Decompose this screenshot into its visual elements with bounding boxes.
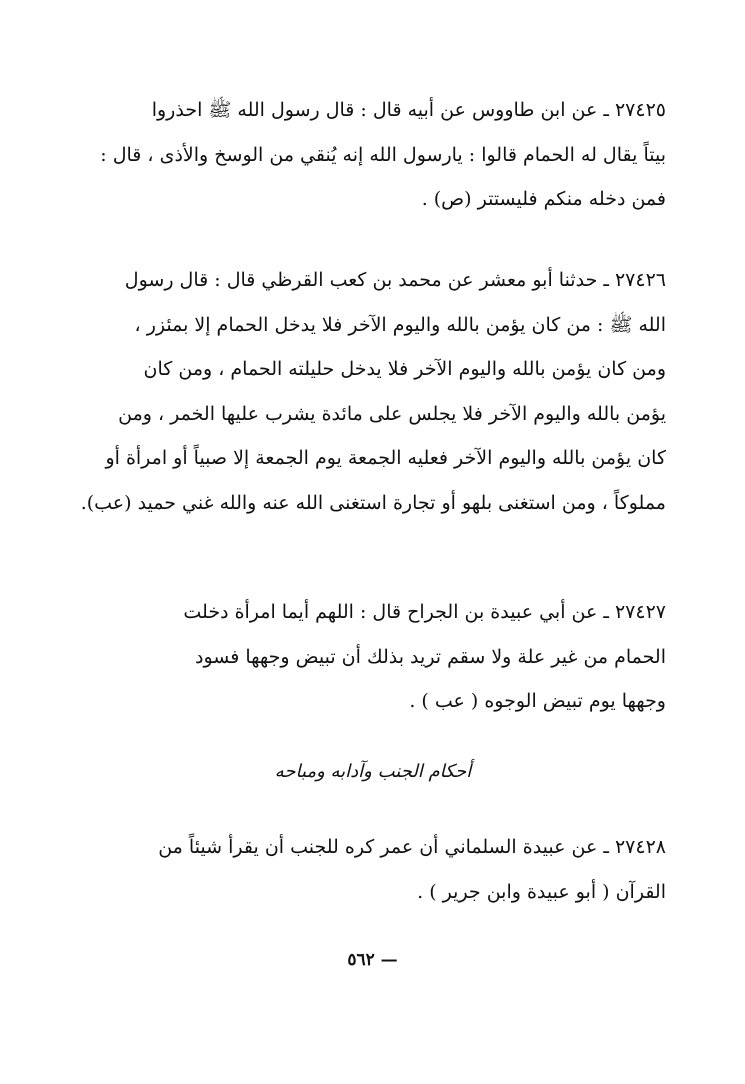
text-line: ومن كان يؤمن بالله واليوم الآخر فلا يدخل حليلته الحمام ، ومن كان bbox=[143, 358, 666, 380]
text-line: فمن دخله منكم فليستتر (ص) . bbox=[421, 188, 666, 210]
text-line: الحمام من غير علة ولا سقم تريد بذلك أن تبيض وجهها فسود bbox=[195, 645, 666, 668]
text-line: كان يؤمن بالله واليوم الآخر فعليه الجمعة يوم الجمعة إلا صبياً أو امرأة أو bbox=[105, 447, 666, 469]
text-line: ٢٧٤٢٧ ـ عن أبي عبيدة بن الجراح قال : اللهم أيما امرأة دخلت bbox=[183, 601, 666, 623]
text-line: يؤمن بالله واليوم الآخر فلا يجلس على مائدة يشرب عليها الخمر ، ومن bbox=[118, 402, 666, 425]
page-number: — ٥٦٢ bbox=[347, 950, 398, 970]
text-line: ٢٧٤٢٥ ـ عن ابن طاووس عن أبيه قال : قال رسول الله ﷺ احذروا bbox=[151, 99, 666, 121]
text-line: الله ﷺ : من كان يؤمن بالله واليوم الآخر فلا يدخل الحمام إلا بمئزر ، bbox=[134, 313, 666, 336]
text-line: بيتاً يقال له الحمام قالوا : يارسول الله إنه يُنقي من الوسخ والأذى ، قال : bbox=[100, 143, 666, 166]
text-line: وجهها يوم تبيض الوجوه ( عب ) . bbox=[409, 690, 666, 712]
text-line: ٢٧٤٢٦ ـ حدثنا أبو معشر عن محمد بن كعب القرظي قال : قال رسول bbox=[124, 269, 666, 291]
text-line: مملوكاً ، ومن استغنى بلهو أو تجارة استغنى الله عنه والله غني حميد (عب). bbox=[80, 491, 666, 514]
hadith-27427 bbox=[80, 590, 666, 724]
text-line: القرآن ( أبو عبيدة وابن جرير ) . bbox=[417, 880, 666, 903]
hadith-27425 bbox=[80, 88, 666, 222]
section-heading: أحكام الجنب وآدابه ومباحه bbox=[274, 761, 472, 782]
text-line: ٢٧٤٢٨ ـ عن عبيدة السلماني أن عمر كره للجنب أن يقرأ شيئاً من bbox=[158, 836, 666, 858]
hadith-27428 bbox=[80, 825, 666, 914]
hadith-27426 bbox=[80, 258, 666, 525]
